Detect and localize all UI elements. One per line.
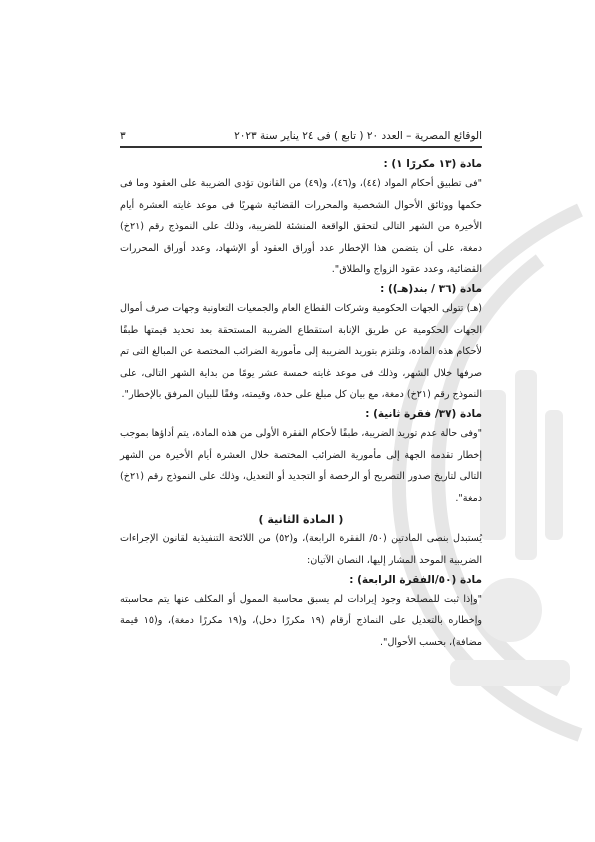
article-two-intro: يُستبدل بنصى المادتين (٥٠/ الفقرة الرابعة)، و(٥٢) من اللائحة التنفيذية لقانون الإجراءات الضريبية الموحد المشار إليها، النصان الآتيان: <box>120 533 482 566</box>
article-heading: مادة (٣٧/ فقرة ثانية) : <box>365 407 482 420</box>
header-title: الوقائع المصرية – العدد ٢٠ ( تابع ) فى ٢٤ يناير سنة ٢٠٢٣ <box>234 130 482 142</box>
article-text: "وفى حالة عدم توريد الضريبة، طبقًا لأحكام الفقرة الأولى من هذه المادة، يتم أداؤها بموجب إخطار تقدمه الجهة إلى مأمورية الضرائب المختصة خلال العشرة أيام الأخيرة من الشهر التالى لتاريخ صدور التصريح أو الرخصة أو التجديد أو التعديل، وذلك على النموذج رقم (٢١خ) دمغة". <box>120 427 482 504</box>
article-two-title: ( المادة الثانية ) <box>258 513 344 527</box>
page-number: ٣ <box>120 130 126 142</box>
section-article-13 <box>120 158 482 281</box>
article-heading: مادة (٣٦ / بند(هـ)) : <box>380 282 482 295</box>
article-text: (هـ) تتولى الجهات الحكومية وشركات القطاع العام والجمعيات التعاونية وجهات صرف أموال الجهات الحكومية عن طريق الإنابة استقطاع الضريبة المستحقة بعد تحديد قيمتها طبقًا لأحكام هذه المادة، وتلتزم بتوريد الضريبة إلى مأمورية الضرائب المختصة عن المبالغ التى تم صرفها خلال الشهر، وذلك فى موعد غايته خمسة عشر يومًا من بداية الشهر التالى، على النموذج رقم (٢١خ) دمغة، مع بيان كل مبلغ على حدة، وقيمته، وفقًا للبيان المرفق بالإخطار". <box>120 302 482 401</box>
section-article-37 <box>120 408 482 509</box>
section-article-36 <box>120 283 482 406</box>
article-heading: مادة (٥٠/الفقرة الرابعة) : <box>349 573 482 586</box>
section-article-two <box>120 513 482 653</box>
article-heading: مادة (١٣ مكررًا ١) : <box>383 158 482 170</box>
page-header <box>120 130 482 148</box>
page-content <box>120 130 482 653</box>
article-text: "فى تطبيق أحكام المواد (٤٤)، و(٤٦)، و(٤٩) من القانون تؤدى الضريبة على العقود وما فى حكمها ووثائق الأحوال الشخصية والمحررات القضائية شهريًا فى موعد غايته العشرة أيام الأخيرة من الشهر التالى لتحقق الواقعة المنشئة للضريبة، وذلك على النموذج رقم (٢١خ) دمغة، على أن يتضمن هذا الإخطار عدد أوراق العقود أو الإشهاد، وعدد أوراق المحررات القضائية، وعدد عقود الزواج والطلاق". <box>120 178 483 276</box>
article-text: "وإذا ثبت للمصلحة وجود إيرادات لم يسبق محاسبة الممول أو المكلف عنها يتم محاسبته وإخطاره بالتعديل على النماذج أرقام (١٩ مكررًا دخل)، و(١٩ مكررًا دمغة)، و(١٥ قيمة مضافة)، بحسب الأحوال". <box>120 593 482 648</box>
